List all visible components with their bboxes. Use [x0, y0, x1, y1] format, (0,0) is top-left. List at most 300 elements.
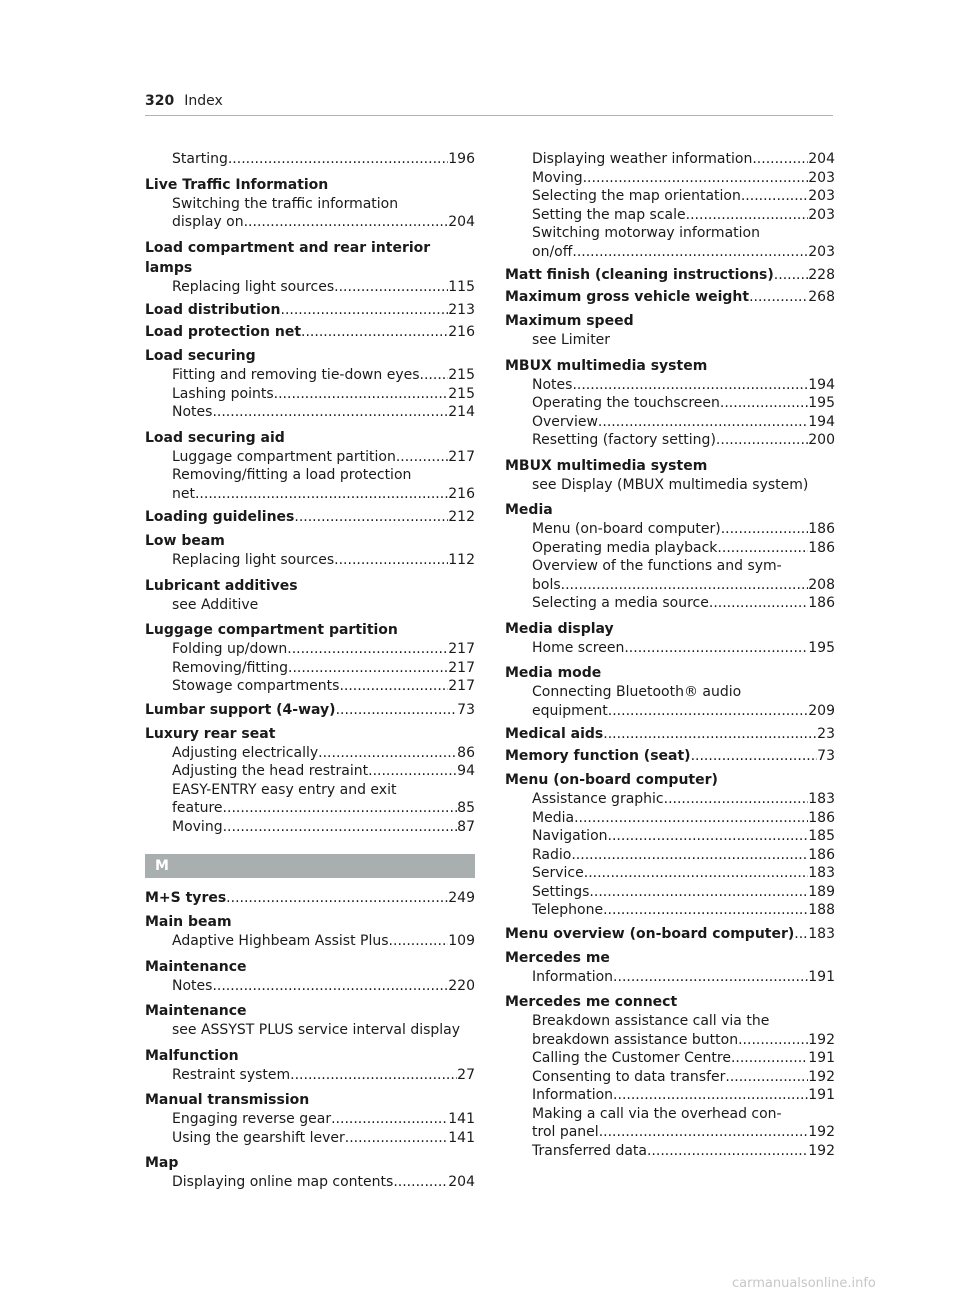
index-line — [532, 827, 835, 846]
index-line — [532, 1031, 835, 1050]
dot-leader — [572, 376, 808, 395]
index-entry — [145, 324, 475, 340]
index-entry — [505, 289, 835, 305]
index-entry — [505, 456, 835, 495]
index-line — [172, 448, 475, 467]
sub-entry — [505, 206, 835, 225]
index-line — [532, 1086, 835, 1105]
sub-entry — [505, 809, 835, 828]
page-ref: 192 — [808, 1031, 835, 1048]
dot-leader — [396, 448, 448, 467]
line-text: Adjusting the head restraint — [172, 763, 369, 779]
sub-entry — [145, 213, 475, 232]
entry-heading: Map — [145, 1155, 179, 1171]
index-line — [172, 932, 475, 951]
dot-leader — [339, 677, 448, 696]
index-entry — [505, 926, 835, 942]
line-text: Operating the touchscreen — [532, 395, 720, 411]
line-text: Displaying weather information — [532, 151, 753, 167]
index-line — [532, 864, 835, 883]
index-column-right — [505, 150, 835, 1166]
index-entry — [145, 912, 475, 951]
entry-heading: Manual transmission — [145, 1092, 310, 1108]
page-ref: 217 — [448, 641, 475, 657]
dot-leader — [195, 485, 448, 504]
index-column-left — [145, 150, 475, 1198]
sub-entry — [505, 1031, 835, 1050]
index-line — [532, 1142, 835, 1161]
line-text: Navigation — [532, 828, 608, 844]
index-entry — [505, 663, 835, 720]
line-text: Selecting a media source — [532, 595, 709, 611]
dot-leader — [774, 267, 808, 283]
index-line — [172, 762, 475, 781]
entry-heading: Main beam — [145, 914, 232, 930]
line-text: Memory function (seat) — [505, 748, 691, 764]
line-text: bols — [532, 576, 561, 593]
index-line — [172, 1110, 475, 1129]
dot-leader — [223, 818, 458, 837]
entry-heading: Live Traffic Information — [145, 176, 329, 193]
index-line — [172, 659, 475, 678]
sub-entry — [505, 827, 835, 846]
sub-entry-text: see Display (MBUX multimedia system) — [532, 476, 809, 493]
dot-leader — [368, 762, 457, 781]
page-ref: 216 — [448, 485, 475, 502]
index-line — [532, 594, 835, 613]
index-entry — [145, 620, 475, 696]
sub-entry — [145, 448, 475, 467]
page-ref: 183 — [808, 925, 835, 942]
line-text: Restraint system — [172, 1066, 291, 1083]
index-entry — [145, 1090, 475, 1147]
index-line — [532, 968, 835, 987]
page-ref: 204 — [808, 151, 835, 167]
line-text: Medical aids — [505, 726, 604, 742]
index-entry — [145, 302, 475, 318]
dot-leader — [716, 431, 808, 450]
dot-leader — [228, 150, 448, 169]
line-text: Menu (on-board computer) — [532, 521, 721, 537]
dot-leader — [613, 1086, 808, 1105]
page-ref: 200 — [808, 432, 835, 448]
sub-entry — [145, 762, 475, 781]
index-line — [172, 551, 475, 570]
entry-heading: Media display — [505, 620, 614, 637]
sub-entry — [505, 576, 835, 595]
sub-entry — [505, 968, 835, 987]
page-ref: 216 — [448, 324, 475, 340]
index-entry — [145, 957, 475, 996]
index-line — [532, 431, 835, 450]
index-line — [172, 150, 475, 169]
entry-heading: Malfunction — [145, 1047, 239, 1064]
dot-leader — [244, 213, 449, 232]
index-line — [532, 376, 835, 395]
line-text: Menu overview (on-board computer) — [505, 925, 795, 942]
page-ref: 203 — [808, 188, 835, 204]
dot-leader — [584, 864, 809, 883]
dot-leader — [561, 576, 809, 595]
dot-leader — [288, 659, 448, 678]
line-text: Resetting (factory setting) — [532, 432, 716, 448]
dot-leader — [290, 1066, 457, 1085]
sub-entry — [505, 846, 835, 865]
index-entry — [505, 500, 835, 613]
page-ref: 217 — [448, 659, 475, 676]
line-text: Radio — [532, 846, 572, 863]
sub-entry — [505, 1142, 835, 1161]
index-line — [532, 539, 835, 558]
index-entry — [145, 238, 475, 297]
sub-entry — [145, 744, 475, 763]
page-ref: 214 — [448, 404, 475, 420]
index-entry — [505, 619, 835, 658]
index-line — [505, 267, 835, 283]
dot-leader — [717, 539, 808, 558]
index-line — [532, 187, 835, 206]
page-ref: 186 — [808, 846, 835, 863]
page-ref: 192 — [808, 1068, 835, 1085]
page-ref: 215 — [448, 367, 475, 383]
line-text: Media — [532, 809, 575, 826]
line-text: Moving — [532, 169, 583, 186]
index-line — [172, 1129, 475, 1148]
line-text: Information — [532, 1087, 614, 1103]
entry-heading: Menu (on-board computer) — [505, 772, 718, 788]
index-line — [172, 677, 475, 696]
dot-leader — [720, 394, 808, 413]
dot-leader — [686, 206, 809, 225]
dot-leader — [613, 968, 808, 987]
page-ref: 212 — [448, 509, 475, 525]
index-line — [172, 213, 475, 232]
page-ref: 194 — [808, 376, 835, 393]
section-letter-bar: M — [145, 854, 475, 878]
header-divider — [145, 115, 833, 116]
page-ref: 192 — [808, 1124, 835, 1140]
sub-entry — [145, 977, 475, 996]
line-text: Loading guidelines — [145, 509, 295, 525]
index-line — [172, 385, 475, 404]
dot-leader — [603, 726, 817, 742]
dot-leader — [334, 278, 448, 297]
line-text: Maximum gross vehicle weight — [505, 289, 750, 305]
sub-entry — [505, 520, 835, 539]
entry-heading: Lubricant additives — [145, 577, 298, 594]
page-ref: 86 — [457, 744, 475, 761]
line-text: Operating media playback — [532, 539, 718, 556]
page-ref: 203 — [808, 243, 835, 260]
line-text: Home screen — [532, 639, 625, 656]
dot-leader — [223, 799, 458, 818]
dot-leader — [393, 1173, 448, 1192]
line-text: Replacing light sources — [172, 278, 335, 295]
entry-heading: lamps — [145, 259, 193, 276]
index-entry — [505, 992, 835, 1160]
index-entry — [505, 150, 835, 261]
sub-entry-text: EASY-ENTRY easy entry and exit — [172, 781, 397, 798]
sub-entry — [505, 639, 835, 658]
dot-leader — [608, 827, 809, 846]
index-entry — [145, 428, 475, 504]
dot-leader — [331, 1110, 448, 1129]
dot-leader — [389, 932, 449, 951]
index-entry — [145, 702, 475, 718]
entry-heading: Low beam — [145, 533, 225, 549]
page-ref: 23 — [817, 726, 835, 742]
page-ref: 185 — [808, 828, 835, 844]
index-line — [172, 1173, 475, 1192]
sub-entry — [505, 883, 835, 902]
index-line — [505, 289, 835, 305]
sub-entry — [505, 431, 835, 450]
index-line — [532, 206, 835, 225]
line-text: Luggage compartment partition — [172, 448, 396, 465]
line-text: Load protection net — [145, 324, 302, 340]
sub-entry — [145, 1021, 475, 1040]
sub-entry — [505, 331, 835, 350]
dot-leader — [664, 790, 809, 809]
sub-entry — [505, 1049, 835, 1068]
line-text: Folding up/down — [172, 641, 288, 657]
index-entry — [145, 150, 475, 169]
line-text: display on — [172, 214, 244, 230]
index-line — [505, 726, 835, 742]
index-line — [532, 639, 835, 658]
sub-entry — [505, 394, 835, 413]
line-text: Displaying online map contents — [172, 1174, 394, 1190]
sub-entry-text: Connecting Bluetooth® audio — [532, 684, 742, 700]
dot-leader — [334, 551, 448, 570]
page-ref: 195 — [808, 639, 835, 656]
index-entry — [505, 311, 835, 350]
sub-entry — [145, 799, 475, 818]
line-text: Calling the Customer Centre — [532, 1050, 731, 1066]
page-ref: 87 — [457, 818, 475, 835]
index-line — [172, 485, 475, 504]
dot-leader — [226, 890, 448, 906]
sub-entry — [145, 781, 475, 800]
dot-leader — [603, 901, 808, 920]
sub-entry — [145, 677, 475, 696]
page-ref: 188 — [808, 902, 835, 918]
page-ref: 115 — [448, 278, 475, 295]
sub-entry — [505, 187, 835, 206]
sub-entry — [505, 224, 835, 243]
index-line — [532, 520, 835, 539]
sub-entry — [145, 366, 475, 385]
line-text: Matt finish (cleaning instructions) — [505, 267, 774, 283]
page-ref: 191 — [808, 1087, 835, 1103]
page-ref: 186 — [808, 539, 835, 556]
line-text: Notes — [172, 977, 213, 994]
page-ref: 203 — [808, 206, 835, 223]
index-line — [505, 926, 835, 942]
sub-entry — [145, 640, 475, 659]
line-text: equipment — [532, 702, 608, 719]
line-text: Starting — [172, 151, 228, 167]
dot-leader — [281, 302, 449, 318]
line-text: on/off — [532, 243, 573, 260]
line-text: Removing/fitting — [172, 659, 289, 676]
entry-heading: Mercedes me connect — [505, 994, 678, 1010]
index-entry — [145, 509, 475, 525]
index-line — [532, 576, 835, 595]
index-line — [532, 150, 835, 169]
line-text: Selecting the map orientation — [532, 188, 741, 204]
page-ref: 194 — [808, 413, 835, 430]
index-line — [532, 809, 835, 828]
index-entry — [505, 267, 835, 283]
right-entries — [505, 150, 835, 1160]
page-ref: 203 — [808, 169, 835, 186]
sub-entry — [145, 150, 475, 169]
index-line — [145, 302, 475, 318]
dot-leader — [749, 289, 808, 305]
sub-entry — [505, 683, 835, 702]
sub-entry — [505, 413, 835, 432]
page-header — [145, 93, 223, 109]
dot-leader — [345, 1129, 449, 1148]
index-line — [505, 748, 835, 764]
sub-entry — [145, 403, 475, 422]
dot-leader — [589, 883, 808, 902]
line-text: Load distribution — [145, 302, 281, 318]
index-line — [145, 509, 475, 525]
page-ref: 228 — [808, 267, 835, 283]
page-ref: 112 — [448, 552, 475, 568]
page-ref: 183 — [808, 865, 835, 881]
index-entry — [505, 356, 835, 450]
index-entry — [145, 1001, 475, 1040]
sub-entry — [505, 1123, 835, 1142]
entry-heading: Media — [505, 502, 553, 518]
page-ref: 186 — [808, 595, 835, 611]
sub-entry — [505, 1012, 835, 1031]
index-line — [172, 403, 475, 422]
sub-entry-text: Overview of the functions and sym- — [532, 558, 782, 574]
entry-heading: Luggage compartment partition — [145, 622, 398, 638]
page-ref: 183 — [808, 791, 835, 807]
index-line — [532, 883, 835, 902]
sub-entry — [505, 476, 835, 495]
line-text: Telephone — [532, 902, 604, 918]
index-line — [172, 818, 475, 837]
sub-entry — [505, 169, 835, 188]
page-ref: 204 — [448, 1174, 475, 1190]
dot-leader — [741, 187, 808, 206]
dot-leader — [725, 1068, 808, 1087]
entry-heading: Load securing — [145, 348, 256, 364]
left-entries-m — [145, 890, 475, 1192]
entry-heading: Maintenance — [145, 958, 247, 975]
page-ref: 189 — [808, 883, 835, 900]
sub-entry — [505, 1086, 835, 1105]
sub-entry — [145, 818, 475, 837]
line-text: Notes — [172, 404, 213, 420]
dot-leader — [598, 413, 808, 432]
sub-entry — [145, 1129, 475, 1148]
sub-entry — [145, 596, 475, 615]
dot-leader — [709, 594, 808, 613]
page-ref: 268 — [808, 289, 835, 305]
sub-entry — [145, 1066, 475, 1085]
dot-leader — [738, 1031, 808, 1050]
line-text: Notes — [532, 376, 573, 393]
index-entry — [145, 175, 475, 232]
index-line — [172, 744, 475, 763]
dot-leader — [794, 926, 808, 942]
index-line — [172, 366, 475, 385]
page-ref: 186 — [808, 809, 835, 826]
sub-entry — [505, 243, 835, 262]
line-text: Lumbar support (4-way) — [145, 701, 336, 718]
dot-leader — [608, 702, 809, 721]
line-text: feature — [172, 800, 223, 816]
line-text: Engaging reverse gear — [172, 1111, 332, 1127]
sub-entry — [145, 195, 475, 214]
page-title: Index — [184, 93, 223, 109]
index-entry — [505, 948, 835, 987]
line-text: Fitting and removing tie-down eyes — [172, 367, 420, 383]
sub-entry — [505, 150, 835, 169]
line-text: Moving — [172, 818, 223, 835]
dot-leader — [691, 748, 818, 764]
sub-entry-text: see Additive — [172, 596, 259, 613]
line-text: trol panel — [532, 1124, 599, 1140]
page-ref: 204 — [448, 214, 475, 230]
entry-heading: Luxury rear seat — [145, 725, 276, 742]
sub-entry — [145, 385, 475, 404]
index-line — [532, 702, 835, 721]
dot-leader — [721, 520, 809, 539]
sub-entry — [505, 594, 835, 613]
sub-entry — [145, 466, 475, 485]
entry-heading: MBUX multimedia system — [505, 357, 708, 374]
index-line — [532, 1049, 835, 1068]
page-number: 320 — [145, 93, 175, 109]
line-text: Overview — [532, 413, 598, 430]
entry-heading: Maximum speed — [505, 313, 634, 329]
dot-leader — [647, 1142, 808, 1161]
index-line — [532, 394, 835, 413]
sub-entry — [145, 932, 475, 951]
line-text: breakdown assistance button — [532, 1031, 739, 1048]
left-entries-l — [145, 150, 475, 836]
dot-leader — [336, 702, 458, 718]
page-ref: 191 — [808, 968, 835, 985]
dot-leader — [420, 366, 449, 385]
index-line — [172, 278, 475, 297]
dot-leader — [287, 640, 448, 659]
index-line — [172, 1066, 475, 1085]
index-entry — [505, 726, 835, 742]
page-ref: 27 — [457, 1066, 475, 1083]
line-text: Stowage compartments — [172, 678, 340, 694]
index-line — [532, 1123, 835, 1142]
line-text: Settings — [532, 883, 590, 900]
dot-leader — [318, 744, 457, 763]
page-ref: 217 — [448, 678, 475, 694]
sub-entry — [505, 557, 835, 576]
entry-heading: Media mode — [505, 665, 602, 681]
sub-entry — [145, 1173, 475, 1192]
dot-leader — [731, 1049, 808, 1068]
entry-heading: Load securing aid — [145, 429, 285, 446]
index-entry — [145, 724, 475, 837]
dot-leader — [571, 846, 808, 865]
